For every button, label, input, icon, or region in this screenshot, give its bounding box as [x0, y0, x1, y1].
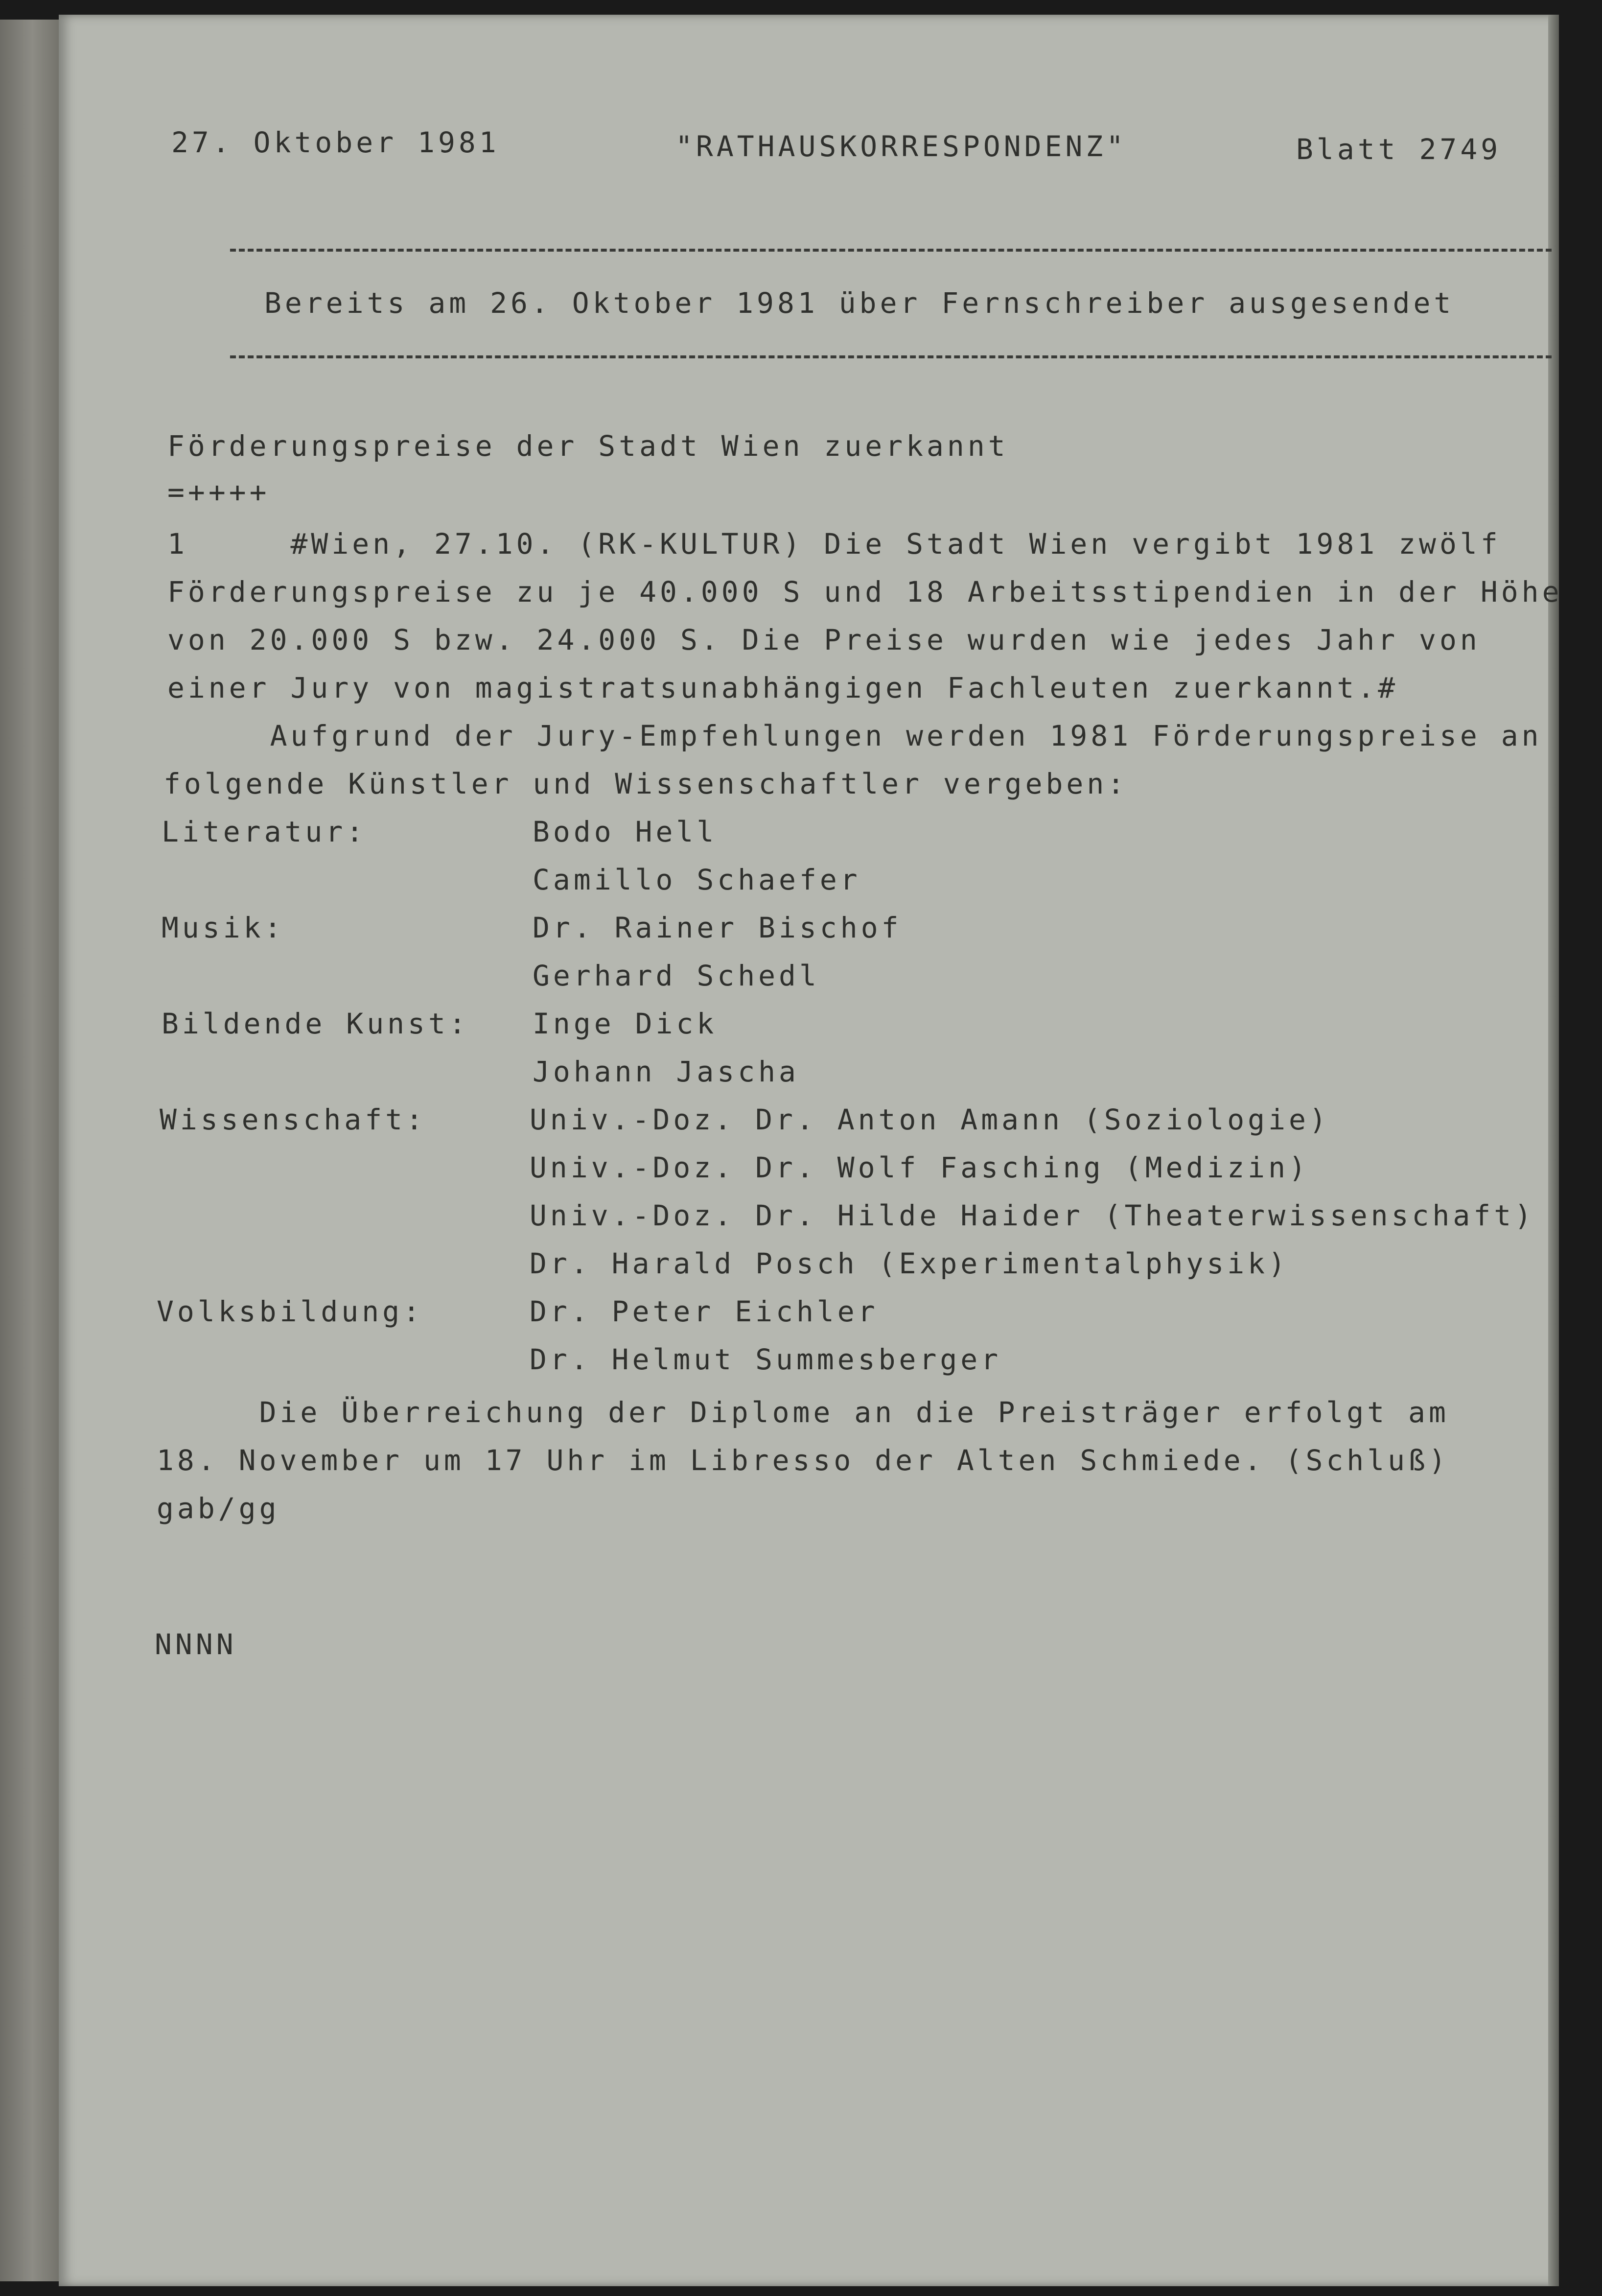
transmission-notice: Bereits am 26. Oktober 1981 über Fernschreiber ausgesendet — [264, 286, 1455, 320]
header-title: "RATHAUSKORRESPONDENZ" — [675, 130, 1127, 163]
award-recipient: Dr. Helmut Summesberger — [530, 1343, 1002, 1376]
document-page — [59, 15, 1563, 2286]
award-recipient: Univ.-Doz. Dr. Anton Amann (Soziologie) — [530, 1103, 1330, 1136]
author-initials: gab/gg — [157, 1492, 280, 1525]
dashed-rule-top — [230, 249, 1552, 252]
award-recipient: Univ.-Doz. Dr. Hilde Haider (Theaterwissenschaft) — [530, 1199, 1535, 1232]
award-recipient: Bodo Hell — [533, 815, 718, 848]
previous-page-edge — [0, 20, 59, 2281]
body-line: folgende Künstler und Wissenschaftler vergeben: — [163, 767, 1128, 800]
award-recipient: Camillo Schaefer — [533, 863, 861, 896]
award-recipient: Gerhard Schedl — [533, 959, 820, 992]
award-recipient: Univ.-Doz. Dr. Wolf Fasching (Medizin) — [530, 1151, 1309, 1184]
header-date: 27. Oktober 1981 — [171, 126, 500, 159]
award-category: Literatur: — [162, 815, 367, 848]
body-line: Förderungspreise zu je 40.000 S und 18 Arbeitsstipendien in der Höhe — [167, 575, 1563, 609]
headline-marker: =++++ — [167, 475, 270, 509]
award-recipient: Dr. Rainer Bischof — [533, 911, 902, 944]
body-line: einer Jury von magistratsunabhängigen Fachleuten zuerkannt.# — [167, 671, 1399, 704]
award-category: Wissenschaft: — [160, 1103, 426, 1136]
closing-line: Die Überreichung der Diplome an die Preisträger erfolgt am — [157, 1396, 1449, 1429]
body-line: Aufgrund der Jury-Empfehlungen werden 1981 Förderungspreise an — [167, 719, 1542, 752]
header-sheet-number: Blatt 2749 — [1296, 133, 1502, 166]
end-of-message-mark: NNNN — [155, 1628, 237, 1661]
award-recipient: Johann Jascha — [533, 1055, 799, 1088]
award-category: Musik: — [162, 911, 285, 944]
dashed-rule-bottom — [230, 355, 1552, 358]
award-recipient: Inge Dick — [533, 1007, 718, 1040]
body-line: 1 #Wien, 27.10. (RK-KULTUR) Die Stadt Wien vergibt 1981 zwölf — [167, 527, 1501, 561]
award-category: Volksbildung: — [157, 1295, 423, 1328]
award-recipient: Dr. Harald Posch (Experimentalphysik) — [530, 1247, 1289, 1280]
headline: Förderungspreise der Stadt Wien zuerkannt — [167, 429, 1009, 463]
award-category: Bildende Kunst: — [162, 1007, 469, 1040]
closing-line: 18. November um 17 Uhr im Libresso der Alten Schmiede. (Schluß) — [157, 1444, 1449, 1477]
award-recipient: Dr. Peter Eichler — [530, 1295, 879, 1328]
body-line: von 20.000 S bzw. 24.000 S. Die Preise wurden wie jedes Jahr von — [167, 623, 1481, 656]
